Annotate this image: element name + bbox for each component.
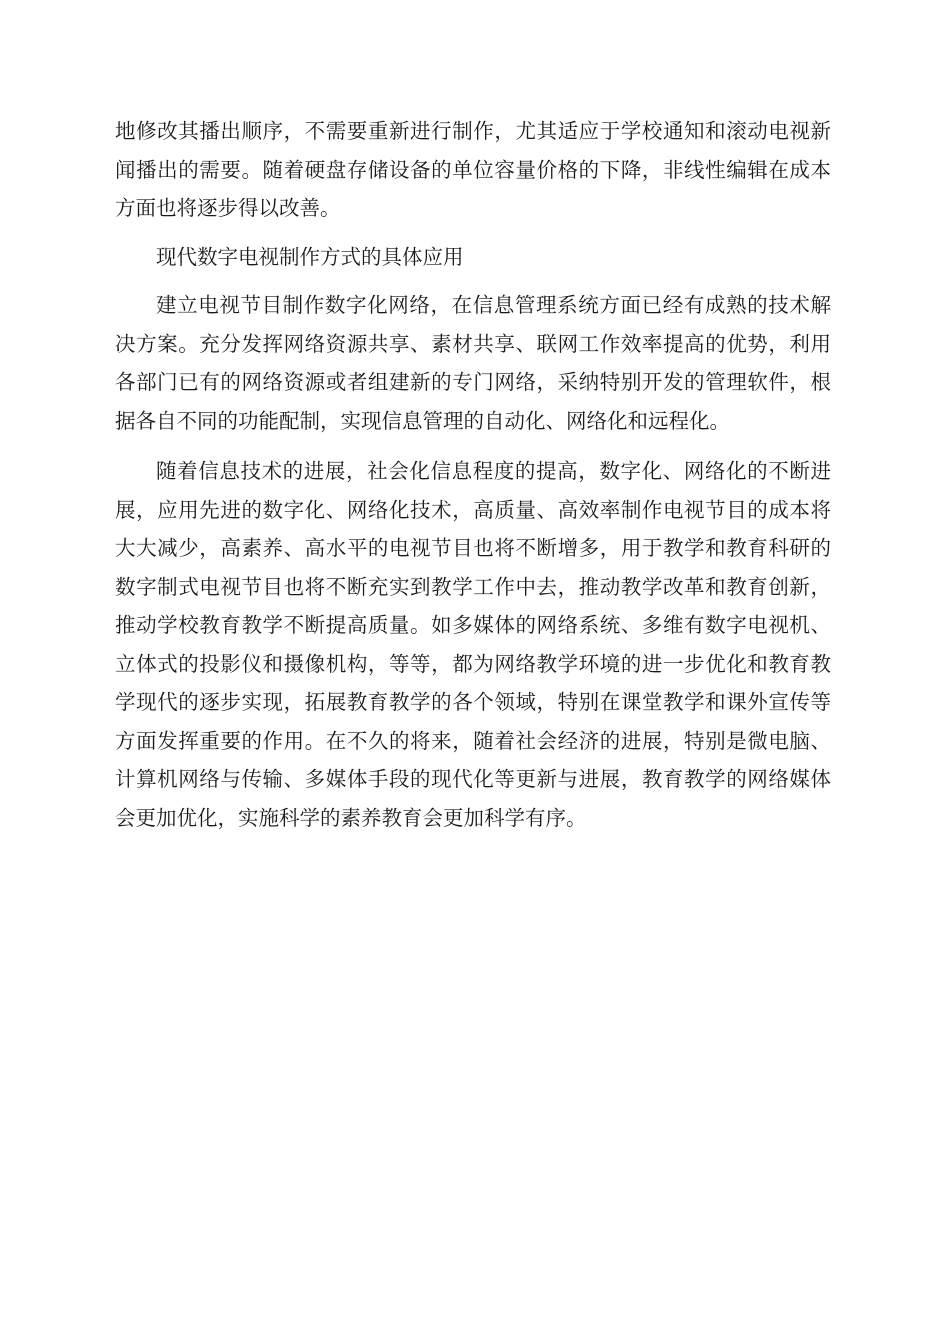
section-heading: 现代数字电视制作方式的具体应用 [156,244,464,269]
paragraph-network: 建立电视节目制作数字化网络，在信息管理系统方面已经有成熟的技术解决方案。充分发挥网络资源共享、素材共享、联网工作效率提高的优势，利用各部门已有的网络资源或者组建新的专门网络，采纳特别开发的管理软件，根据各自不同的功能配制，实现信息管理的自动化、网络化和远程化。 [115,293,831,433]
paragraph-development: 随着信息技术的进展，社会化信息程度的提高，数字化、网络化的不断进展，应用先进的数字化、网络化技术，高质量、高效率制作电视节目的成本将大大减少，高素养、高水平的电视节目也将不断增多，用于教学和教育科研的数字制式电视节目也将不断充实到教学工作中去，推动教学改革和教育创新，推动学校教育教学不断提高质量。如多媒体的网络系统、多维有数字电视机、立体式的投影仪和摄像机构，等等，都为网络教学环境的进一步优化和教育教学现代的逐步实现，拓展教育教学的各个领域，特别在课堂教学和课外宣传等方面发挥重要的作用。在不久的将来，随着社会经济的进展，特别是微电脑、计算机网络与传输、多媒体手段的现代化等更新与进展，教育教学的网络媒体会更加优化，实施科学的素养教育会更加科学有序。 [115,459,831,830]
paragraph-continuation: 地修改其播出顺序，不需要重新进行制作，尤其适应于学校通知和滚动电视新闻播出的需要。随着硬盘存储设备的单位容量价格的下降，非线性编辑在成本方面也将逐步得以改善。 [115,119,831,220]
document-body [115,112,831,837]
